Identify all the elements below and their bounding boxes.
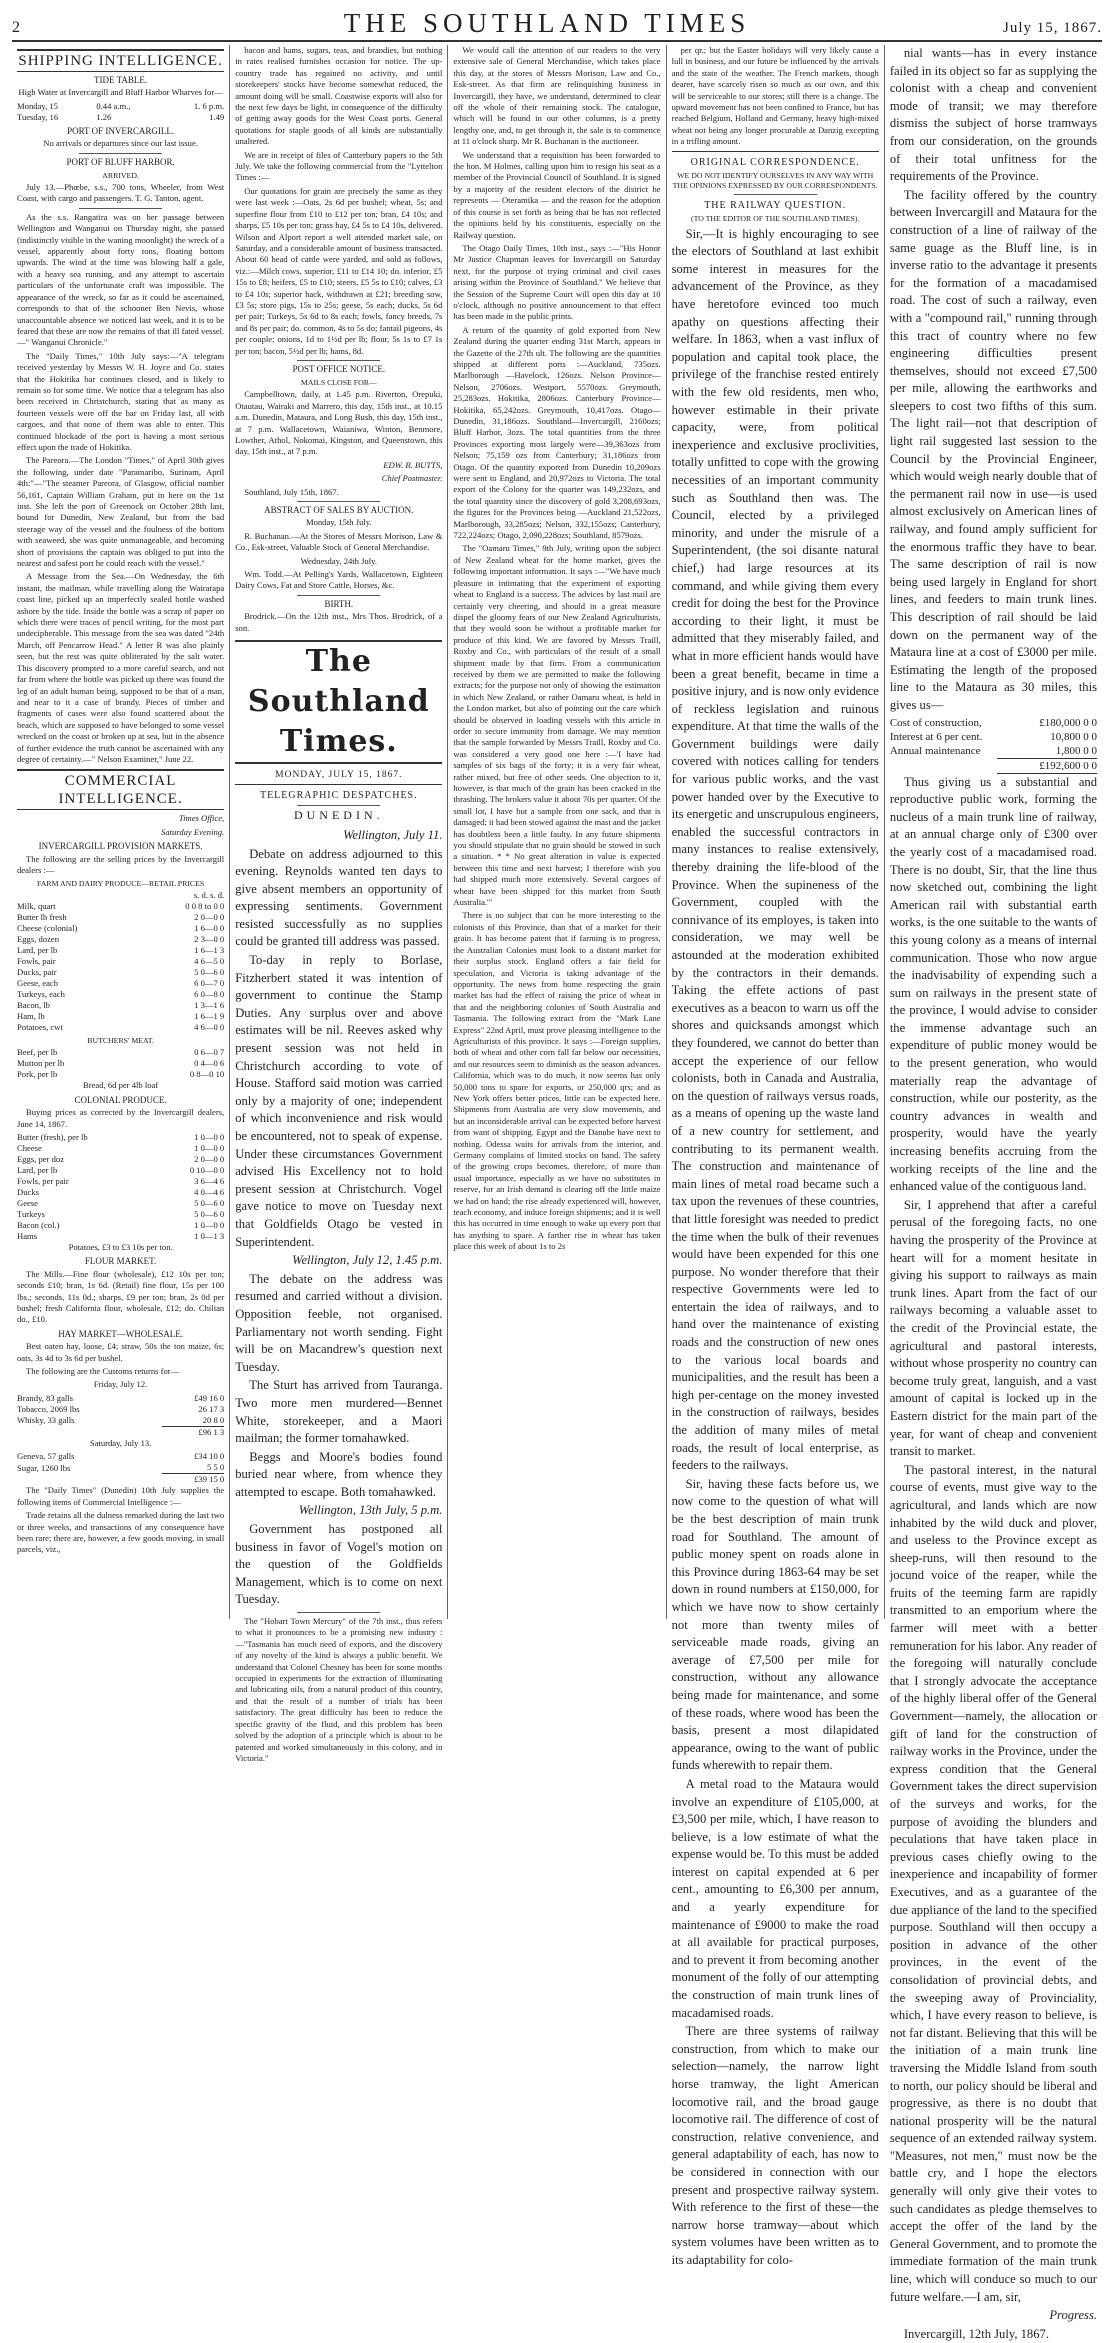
- telegraphic-heading: TELEGRAPHIC DESPATCHES.: [259, 789, 418, 801]
- price-value: 2 0—0 0: [194, 912, 225, 923]
- divider: [297, 1612, 380, 1613]
- price-value: 4 6—5 0: [194, 956, 225, 967]
- post-signature: EDW. B. BUTTS,: [383, 459, 443, 470]
- telegraph-dateline: Wellington, July 11.: [343, 827, 443, 842]
- table-row: [17, 1176, 224, 1187]
- customs-value: £34 10 0: [194, 1451, 225, 1462]
- news-paragraph: A return of the quantity of gold exported from New Zealand during the quarter ending 31st March, appears in the Gazette of the 27th ult. The following are the quantities shipped at different ports :—Auckland, 735ozs. Marlborough —Havelock, 126ozs. Nelson Province—Nelson, 2706ozs. Westport, 5570ozs. Greymouth, 25,283ozs. Hokitika, 2806ozs. Canterbury Province—Hokitika, 65,242ozs. Greymouth, 10,417ozs. Otago—Dunedin, 31,186ozs. Southland—Invercargill, 2160ozs; Bluff Harbor, 3ozs. The total quantities from the three Provinces exporting most largely were—39,363ozs from Nelson; 75,159 ozs from Canterbury; 31,186ozs from Otago. Of the quantity exported from Dunedin 10,209ozs were sent to England, and 20,972ozs to Victoria. The total export of the Colony for the quarter was 149,232ozs, and the total quantity since the discovery of gold 3,208,693ozs, the figures for the Provinces being —Auckland 21,522ozs, Marlborough, 33,285ozs; Nelson, 332,155ozs; Canterbury, 722,224ozs; Otago, 2,090,228ozs; Southland, 8579ozs.: [453, 324, 661, 541]
- price-value: 2 0—0 0: [194, 1154, 225, 1164]
- price-item: Potatoes, cwt: [17, 1022, 63, 1033]
- cost-value: 1,800 0 0: [1055, 744, 1098, 757]
- customs-value: £49 16 0: [194, 1392, 225, 1403]
- table-row: [17, 1069, 224, 1080]
- price-value: 6 0—7 0: [194, 978, 225, 989]
- customs-saturday-label: Saturday, July 13.: [89, 1437, 152, 1448]
- price-value: 5 0—6 0: [194, 1198, 225, 1208]
- trade-text: Trade retains all the dulness remarked during the last two or three weeks, and transactions of any consequence have been rare; there are, however, a few goods moving, in small parcels, viz.,: [17, 1510, 225, 1555]
- price-value: 4 6—0 0: [194, 1022, 225, 1033]
- customs-item: Brandy, 83 galls: [17, 1392, 74, 1403]
- cost-value: £180,000 0 0: [1039, 716, 1098, 729]
- hay-heading: HAY MARKET—WHOLESALE.: [58, 1328, 184, 1339]
- news-paragraph: The Pareora.—The London "Times," of April 30th gives the following, under date "Paramaribo, Surinam, April 4th:"—"The steamer Pareora, of Glasgow, official number 56,161, Captain William Graham, put in here on the 1st inst. She left the port of Greenock on October 28th last, bound for Dunedin, New Zealand, but from the bad steerage way of the vessel and the foulness of the bottom with seaweed, she was quite unmanageable, and becoming short of provisions the captain was obliged to put into the nearest and safest port he could reach with the vessel.": [17, 455, 225, 569]
- flour-heading: FLOUR MARKET.: [84, 1256, 157, 1267]
- column-5: [885, 45, 1102, 2341]
- nameplate: The Southland Times.: [235, 640, 442, 764]
- price-value: 0 10—0 0: [189, 1165, 225, 1175]
- tide-am: 0.44 a.m.,: [96, 100, 131, 111]
- price-value: 1 0—0 0: [194, 1143, 225, 1153]
- table-row: [17, 956, 224, 967]
- letter-paragraph: The facility offered by the country between Invercargill and Mataura for the construction of a line of railway of the same guage as the Bluff line, is in inverse ratio to the advantage it presents for the formation of a macadamised road. The cost of such a railway, even with a "compound rail," running through this tract of country where no few engineering difficulties present themselves, should not exceed £7,500 per mile, allowing the earthworks and sleepers to cost two fifths of this sum. The light rail—not that description of light rail suggested last session to the Council by the Provincial Engineer, which would weigh nearly double that of the permanent rail now in use—is used almost exclusively on American lines of railway, and found amply sufficient for the enormous traffic they have to bear. The same description of rail is now being used largely in England for short lines, and feeders to main trunk lines. This description of rail should be laid down on the permanent way of the Mataura line at a cost of £3000 per mile. Estimating the length of the proposed line to the Mataura as 30 miles, this gives us—: [889, 187, 1098, 712]
- times-office: Times Office,: [178, 813, 225, 824]
- tide-pm: 1.49: [209, 111, 225, 122]
- price-item: Bacon (col.): [17, 1220, 60, 1230]
- price-item: Beef, per lb: [17, 1047, 58, 1058]
- birth-text: Brodrick.—On the 12th inst., Mrs Thos. Brodrick, of a son.: [235, 611, 443, 633]
- price-value: 0 4—0 6: [194, 1058, 225, 1069]
- columns: [12, 45, 1102, 2341]
- customs-friday-table: [17, 1393, 224, 1438]
- price-value: 1 6—0 0: [194, 923, 225, 934]
- provision-heading: INVERCARGILL PROVISION MARKETS.: [38, 841, 203, 852]
- tide-table: [17, 101, 224, 123]
- price-item: Bacon, lb: [17, 1000, 50, 1011]
- news-paragraph: The "Daily Times," 10th July says:—"A telegram received yesterday by Messrs W. H. Joyce and Co. states that the Hokitika bar continues closed, and is likely to remain so for some time. We notice that a telegram has also been received in Christchurch, stating that as many as fourteen vessels were off the bar on Friday last, all with cargoes, and that none of them was able to enter. This continued blockade of the port is having a most serious effect upon the trade of Hokitika.: [17, 350, 225, 452]
- table-row: [890, 744, 1097, 759]
- table-row: [17, 912, 224, 923]
- customs-value: 20 8 0: [202, 1414, 225, 1425]
- price-item: Eggs, per doz: [17, 1154, 65, 1164]
- price-item: Eggs, dozen: [17, 934, 60, 945]
- table-row: [17, 1404, 224, 1415]
- divider: [297, 805, 380, 806]
- telegraph-dateline: Wellington, July 12, 1.45 p.m.: [292, 1253, 443, 1268]
- price-value: 1 0—0 0: [194, 1132, 225, 1142]
- customs-saturday-table: [17, 1451, 224, 1485]
- bread-line: Bread, 6d per 4lb loaf: [83, 1080, 159, 1091]
- price-item: Fowls, per pair: [17, 1176, 69, 1186]
- auction-heading: ABSTRACT OF SALES BY AUCTION.: [264, 505, 414, 516]
- divider: [672, 151, 879, 152]
- price-value: 0 0 8 to 0 0: [185, 901, 225, 912]
- table-row: [17, 1058, 224, 1069]
- auction-text: Wm. Todd.—At Pelling's Yards, Wallacetown, Eighteen Dairy Cows, Fat and Store Cattle, Horses, &c.: [235, 569, 443, 591]
- newspaper-title: THE SOUTHLAND TIMES: [343, 8, 751, 38]
- colonial-intro: Buying prices as corrected by the Invercargill dealers, June 14, 1867.: [17, 1107, 225, 1129]
- price-item: Butter (fresh), per lb: [17, 1132, 88, 1142]
- correspondence-disclaimer: WE DO NOT IDENTIFY OURSELVES IN ANY WAY WITH THE OPINIONS EXPRESSED BY OUR CORRESPONDENTS.: [672, 170, 878, 190]
- butchers-price-table: [17, 1047, 224, 1080]
- price-item: Ham, lb: [17, 1011, 45, 1022]
- letter-paragraph: A metal road to the Mataura would involve an expenditure of £105,000, at £3,500 per mile, which, I have reason to believe, is a low estimate of what the expense would be. To this must be added interest on capital expended at 6 per cent., amounting to £6,300 per annum, and a yearly expenditure for maintenance of £9000 to make the road at all available for practical purposes, and to prevent it from becoming another monument of the folly of our attempting the construction of main trunk lines of macadamised roads.: [671, 1776, 879, 2020]
- commercial-heading: COMMERCIAL INTELLIGENCE.: [17, 769, 224, 810]
- news-paragraph: As the s.s. Rangatira was on her passage between Wellington and Wanganui on Thursday night, she passed (indistinctly visible in the waning moonlight) the wreck of a vessel, apparently about forty tons, floating bottom upwards. The wind at the time was blowing half a gale, with a heavy sea running, and any attempt to ascertain particulars of the unfortunate craft was impossible. The appearance of the wreck, so far as it could be ascertained, corresponds to that of the schooner Ben Nevis, whose unaccountable absence we noticed last week, and it is to be feared that these are now the remains of that ill fated vessel.—" Wanganui Chronicle.": [17, 211, 225, 348]
- table-row: [17, 945, 224, 956]
- cost-item: Cost of construction,: [889, 716, 982, 729]
- customs-item: Whisky, 33 galls: [17, 1415, 75, 1426]
- potatoes-line: Potatoes, £3 to £3 10s per ton.: [68, 1242, 173, 1252]
- table-row: [17, 978, 224, 989]
- price-value: 5 0—6 0: [194, 967, 225, 978]
- telegraph-paragraph: To-day in reply to Borlase, Fitzherbert stated it was intention of government to continue the Stamp Duties. Any surplus over and above estimates will be nil. Reeves asked why present session was not held in Christchurch according to vote of House. Stafford said motion was carried only by a majority of one; independent of which inconvenience and risk would be encountered, not to speak of expense. Under these circumstances Government advised His Excellency not to hold present session at Christchurch. Vogel gave notice to move on Tuesday next that Goldfields Otago be vested in Superintendent.: [235, 953, 443, 1249]
- letter-paragraph: Sir,—It is highly encouraging to see the electors of Southland at last exhibit some interest in measures for the advancement of the Province, as they have heretofore evinced too much apathy on questions affecting their welfare. In 1863, when a vast influx of population and capital took place, the privilege of the franchise rested entirely with the few old residents, men who, however estimable in their private capacity, were, from political inexperience and exclusive proclivities, totally unfitted to cope with the growing necessities of an important community such as Southland then was. The Council, elected by a privileged minority, and under the misrule of a Superintendent, (the soi disante natural chief,) had large resources at its command, and while giving them every credit for doing the best for the Province according to their light, it must be admitted that they miserably failed, and what in more efficient hands would have been a great benefit, became in time a positive injury, and is now only evidence of reckless legislation and ruinous expenditure. At that time the walls of the Government buildings were daily covered with notices calling for tenders for various public works, and the vast power handed over by the Executive to its energetic and unscrupulous engineers, enabled the successful contractors in many instances to realise extensively, thereby draining the life-blood of the Province. When the supineness of the Government, coupled with the connivance of its employes, is taken into consideration, we may well be astounded at the moderation exhibited by the contractors in their demands. Taking the effete actions of past executives as a beacon to warn us off the shores and quicksands amongst which they foundered, we cannot do better than accept the experience of our fellow colonists, both in Canada and Australia, on the question of railways versus roads, as a means of opening up the waste land of a new country for settlement, and contributing to its permanent wealth. The construction and maintenance of main lines of metal road became such a tax upon the revenues of these countries, that little foresight was needed to predict the time when the bulk of their revenues would have been expended for this one purpose. No wonder therefore that their respective Governments were led to entertain the idea of railways, and to hand over the maintenance of existing roads and the construction of new ones to the various local boards and municipalities, and the result has been a high per-centage on the money invested in the construction of railways, besides the addition of many miles of metal roads, the result of local enterprise, as feeders to the railways.: [671, 226, 879, 1473]
- letter-paragraph: There are three systems of railway construction, from which to make our selection—namely, the narrow light horse tramway, the light American locomotive rail, and the broad gauge locomotive rail. The difference of cost of construction, relative convenience, and general adaptability of each, has now to be considered in connection with our present and prospective railway system. With reference to the first of these—the narrow horse tramway—about which system volumes have been written as to its adaptability for colo-: [671, 2024, 879, 2267]
- letter-paragraph: The pastoral interest, in the natural course of events, must give way to the agricultural, and lands which are now inhabited by the wild duck and plover, and useless to the Province except as sheep-runs, will then resound to the jocund voice of the reaper, while the fruits of the teeming farm are rapidly transmitted to an emporium where the farmer will meet with a better remuneration for his labor. Any reader of the foregoing will naturally conclude that I strongly advocate the acceptance of the highly liberal offer of the General Government—namely, the allocation or gift of land for the construction of railway works in the Province, under the express condition that the General Government takes the direct supervision of the surveys and works, for the purpose of avoiding the blunders and peculations that have taken place in previous cases chiefly owing to the inexperience and incapability of former Executives, and as a guarantee of the due appliance of the land to the specified purpose. Southland will then occupy a position in advance of the other provinces, in the event of the consolidation of provincial debts, and the sweeping away of Provinciality, which, I have every reason to believe, is not far distant. Believing that this will be the initiation of a main trunk line traversing the Middle Island from south to north, our policy should be liberal and progressive, as there is no doubt that national prosperity will be the natural sequence of an extended railway system. "Measures, not men," must now be the battle cry, and I hope the electors generally will only give their votes to such candidates as pledge themselves to accept the offer of the land by the General Government, and to promote the immediate formation of the main trunk line, which will conduce so much to our future welfare.—I am, sir,: [889, 1462, 1098, 2304]
- table-row: [17, 1143, 224, 1154]
- post-role: Chief Postmaster.: [381, 473, 443, 484]
- customs-friday-label: Friday, July 12.: [93, 1379, 148, 1390]
- table-row: [890, 730, 1097, 744]
- price-item: Hams: [17, 1231, 38, 1241]
- cost-table: [890, 716, 1097, 774]
- table-row: [17, 1209, 224, 1220]
- table-row: [17, 967, 224, 978]
- auction-day: Monday, 15th July.: [305, 517, 372, 528]
- column-4: [667, 45, 885, 2267]
- table-row: [17, 1132, 224, 1143]
- news-paragraph: The "Oamaru Times," 9th July, writing upon the subject of New Zealand wheat for the home market, gives the following important information. It says :—"We have much pleasure in intimating that the experiment of exporting wheat to England is a success. The advices by last mail are certainly very cheering, and should in a great measure dispel the gloomy fears of our New Zealand Agriculturists, that they would soon be without a profitable market for produce of this kind. We are favored by Messrs Traill, Roxby and Co., with particulars of the result of a small shipment made by that firm. From a communication received by them we are permitted to make the following extracts; for the purpose not only of showing the estimation in which New Zealand, or rather Oamaru wheat, is held in the London market, but also of pointing out the care which should be observed in loading vessels with this article in order to secure immunity from damage. We may mention that the sample forwarded by Messrs Traill, Roxby and Co. was considered a very good one here :—'I have had samples of six bags of the forty; it is a very fair wheat, rather mixed, but free of other seeds. One objection to it, however, is that much of the grain has been cracked in the thrashing. The brokers value it about 70s per quarter. Of the small lot, I have but a sample from one sack, and that is damaged; it had been stowed against the mast and the jacket has doubtless been a little faulty. In any future shipments you should stipulate that no grain should be stowed in such a situation. * * No great alteration in value is expected between this time and next harvest; I therefore wish you had shipped much more extensively. Several cargoes of wheat have been shipped for this market from South Australia.'": [453, 543, 661, 908]
- telegraph-paragraph: Debate on address adjourned to this evening. Reynolds wanted ten days to give absent members an opportunity of expressing sentiments. Government resisted successfully as no supplies could be granted till address was passed.: [235, 846, 443, 949]
- table-row: [17, 1154, 224, 1165]
- price-item: Pork, per lb: [17, 1069, 58, 1080]
- divider: [297, 360, 380, 361]
- customs-total: £39 15 0: [162, 1474, 224, 1486]
- port-bluff-heading: PORT OF BLUFF HARBOR.: [66, 156, 175, 167]
- price-item: Cheese: [17, 1143, 42, 1153]
- colonial-heading: COLONIAL PRODUCE.: [74, 1094, 167, 1105]
- price-value: 1 3—1 6: [194, 1000, 225, 1011]
- price-value: 3 6—4 6: [194, 1176, 225, 1186]
- dateline: MONDAY, JULY 15, 1867.: [235, 770, 442, 784]
- price-item: Milk, quart: [17, 901, 56, 912]
- cost-value: 10,800 0 0: [1050, 730, 1098, 743]
- tide-am: 1.26: [96, 111, 112, 122]
- provision-intro: The following are the selling prices by the Invercargill dealers :—: [17, 853, 225, 875]
- arrived-text: July 13.—Phœbe, s.s., 700 tons, Wheeler, from West Coast, with cargo and passengers. T. G. Tanton, agent.: [17, 182, 225, 204]
- price-value: 5 0—6 0: [194, 1209, 225, 1219]
- table-row: [17, 1047, 224, 1058]
- price-value: 2 3—0 0: [194, 934, 225, 945]
- news-paragraph: per qr.; but the Easter holidays will very likely cause a lull in business, and our future be influenced by the arrivals and the state of the weather. The French markets, though dearer, have scarcely risen so much as our own, and this will be serviceable to our stores; still there is a change. The upward movement has not been confined to France, but has reached Belgium, Holland and Germany, heavy high-mixed wheat not being any longer procurable at Danzig excepting in a trifling amount.: [671, 45, 879, 147]
- customs-item: Geneva, 57 galls: [17, 1451, 75, 1462]
- divider: [79, 153, 162, 154]
- price-item: Geese, each: [17, 978, 59, 989]
- letter-signature: Progress.: [1049, 2308, 1098, 2323]
- telegraph-dateline: Wellington, 13th July, 5 p.m.: [298, 1503, 443, 1518]
- cost-total: £192,600 0 0: [997, 758, 1097, 773]
- tide-heading: TIDE TABLE.: [94, 75, 148, 85]
- table-row: [17, 112, 224, 123]
- news-paragraph: We would call the attention of our readers to the very extensive sale of General Merchandise, which takes place this day, at the stores of Messrs Morison, Law and Co., Esk-street. As that firm are relinquishing business in Invercargill, they have, we understand, determined to clear off the whole of their remaining stock. The catalogue, which will be found in our other columns, is a pretty lengthy one, and, to get through it, the sale is to commence at 11 o'clock sharp. Mr R. Buchanan is the auctioneer.: [453, 45, 661, 147]
- times-office-date: Saturday Evening.: [161, 826, 225, 837]
- table-row: [17, 923, 224, 934]
- customs-intro: The following are the Customs returns for—: [26, 1366, 180, 1377]
- auction-text: R. Buchanan.—At the Stores of Messrs Morison, Law & Co., Esk-street, Valuable Stock of General Merchandise.: [235, 530, 443, 553]
- table-row: [17, 1451, 224, 1462]
- mails-label: MAILS CLOSE FOR—: [300, 378, 377, 388]
- cost-item: Annual maintenance: [889, 744, 981, 757]
- letter-place: Invercargill, 12th July, 1867.: [903, 2326, 1049, 2341]
- table-header: [17, 890, 224, 901]
- letter-paragraph: Sir, I apprehend that after a careful perusal of the foregoing facts, no one having the prosperity of the Province at heart will for a moment hesitate in giving his support to railways as main trunk lines. Apart from the fact of our railways becoming a valuable asset to the credit of the Provincial estate, the agricultural and pastoral interests, without whose prosperity no country can become truly great, languish, and a vast amount of capital is locked up in the Eastern district for the main part of the year, for want of cheap and convenient transit to market.: [889, 1197, 1098, 1459]
- colonial-price-table: [17, 1132, 224, 1242]
- news-paragraph: The Otago Daily Times, 10th inst., says :—"His Honor Mr Justice Chapman leaves for Invercargill on Saturday next, for the purpose of trying criminal and civil cases arising within the Province of Southland." We believe that the Session of the Supreme Court will open this day at 10 o'clock, although no positive announcement to that effect has been made in the public prints.: [453, 242, 661, 322]
- table-row: [17, 1022, 224, 1033]
- news-paragraph: The "Hobart Town Mercury" of the 7th inst., thus refers to what it pronounces to be a promising new industry :—"Tasmania has much need of exports, and the discovery of any novelty of the kind is always a public benefit. We understand that Colonel Chesney has been for some months occupied in experiments for the extraction of illuminating and lubricating oils, from a natural product of this country, and that the result of a number of trials has been satisfactory. The great difficulty has been to reduce the specific gravity of the fluid, and this problem has been solved by the adoption of a principle which is about to be patented and worked simultaneously in this colony, and in Victoria.": [235, 1616, 443, 1763]
- issue-date: July 15, 1867.: [1002, 20, 1102, 36]
- column-1: [12, 45, 230, 1619]
- telegraph-paragraph: The Sturt has arrived from Tauranga. Two more men murdered—Bennet White, storekeeper, and a Maori mailman; the former tomahawked.: [235, 1378, 443, 1446]
- post-place: Southland, July 15th, 1867.: [244, 486, 339, 497]
- farm-heading: FARM AND DAIRY PRODUCE—RETAIL PRICES: [37, 879, 205, 889]
- table-row: [17, 1415, 224, 1427]
- price-value: 1 0—1 3: [194, 1231, 225, 1241]
- cost-item: Interest at 6 per cent.: [889, 730, 983, 743]
- table-row: [17, 1474, 224, 1486]
- price-value: 1 6—1 9: [194, 1011, 225, 1022]
- correspondence-heading: ORIGINAL CORRESPONDENCE.: [690, 156, 860, 168]
- price-value: 0 8—0 10: [189, 1069, 225, 1080]
- tide-day: Monday, 15: [17, 100, 58, 111]
- customs-value: 5 5 0: [207, 1462, 225, 1473]
- farm-price-table: [17, 890, 224, 1033]
- divider: [297, 595, 380, 596]
- table-row: [890, 758, 1097, 773]
- price-value: 1 0—0 0: [194, 1220, 225, 1230]
- news-paragraph: bacon and hams, sugars, teas, and brandies, but nothing in rates realised furnishes occasion for notice. The up-country trade has regained no activity, and until storekeepers' stocks have become somewhat reduced, the amount doing will be small. Coastwise exports will also for the next few days be light, in consequence of the difficulty of getting away goods for the West Coast ports. General quotations for staple goods of all kinds are substantially unaltered.: [235, 45, 443, 147]
- customs-value: 26 17 3: [198, 1403, 225, 1414]
- divider: [297, 501, 380, 502]
- auction-day: Wednesday, 24th July.: [300, 555, 378, 566]
- telegraph-paragraph: Government has postponed all business in favor of Vogel's motion on the question of the Goldfields Management, which is to come on next Tuesday.: [235, 1522, 443, 1607]
- post-office-heading: POST OFFICE NOTICE.: [292, 363, 386, 374]
- dunedin-heading: DUNEDIN.: [293, 807, 384, 822]
- price-item: Ducks: [17, 1187, 39, 1197]
- tide-pm: 1. 6 p.m.: [193, 100, 225, 111]
- tide-day: Tuesday, 16: [17, 111, 59, 122]
- news-paragraph: A Message from the Sea.—On Wednesday, the 6th instant, the mailman, while travelling along the Wairarapa coast line, picked up an imperfectly sealed bottle washed ashore by the tide. Inside the bottle was a scrap of paper on which there were traces of pencil writing, for the most part undecipherable. This message from the sea was dated "24th March, off Pencarrow Head." A letter R was also plainly seen, but the rest was quite obliterated by the salt water. This discovery prompted to a more careful search, and not far from where the bottle was picked up there was found the leg of an adult human being, supposed to be that of a man, and near to it a case of brandy. Pieces of timber and fragments of cases were also found scattered about the beach, which are supposed to have belonged to some vessel wrecked on the coast or broken up at sea, but in the absence of further evidence the truth cannot be ascertained with any degree of certainty.—" Nelson Examiner," June 22.: [17, 571, 225, 764]
- page-number: 2: [12, 19, 20, 36]
- divider: [79, 208, 162, 209]
- butchers-heading: BUTCHERS' MEAT.: [87, 1036, 154, 1046]
- railway-subheading: (TO THE EDITOR OF THE SOUTHLAND TIMES).: [690, 213, 860, 223]
- price-value: 4 0—4 6: [194, 1187, 225, 1197]
- arrived-label: ARRIVED.: [102, 171, 139, 181]
- sd-header: s. d. s. d.: [193, 890, 225, 901]
- table-row: [17, 1165, 224, 1176]
- price-value: 6 0—8 0: [194, 989, 225, 1000]
- price-value: 1 6—1 3: [194, 945, 225, 956]
- birth-heading: BIRTH.: [324, 598, 354, 609]
- price-item: Fowls, pair: [17, 956, 56, 967]
- price-item: Butter lb fresh: [17, 912, 67, 923]
- price-item: Ducks, pair: [17, 967, 57, 978]
- table-row: [17, 1000, 224, 1011]
- price-item: Lard, per lb: [17, 945, 58, 956]
- news-paragraph: Our quotations for grain are precisely the same as they were last week :—Oats, 2s 6d per bushel; wheat, 5s; and superfine flour from £10 to £12 per ton; bran, £4 10s; and sharps, £5 10s per ton; grass hay, £4 5s to £4 10s, delivered. Wilson and Alport report a well attended market sale, on Saturday, and a considerable amount of business transacted. About 60 head of cattle were yarded, and sold as follows, viz.:—Milch cows, superior, £11 to £14 10; do. inferior, £5 15s to £8; heifers, £5 to £10; steers, £5 5s to £10; calves, £3 to £4 10s; superior hack, withdrawn at £21; breeding sow, £3 5s; store pigs, 15s to 25s; geese, 5s each; ducks, 5s 6d per pair; Turkeys, 5s 6d to 8s each; fowls, fancy breeds, 7s and 8s per pair; do. common, 4s to 5s do; fantail pigeons, 4s per couple; onions, 1d to 1½d per lb; flour, 5s 1s to £7 1s per ton; bacon, 5½d per lb; hams, 8d.: [235, 185, 443, 356]
- telegraph-paragraph: The debate on the address was resumed and carried without a division. Opposition feeble, not organised. Parliamentary not worth sending. Fight will be on Macandrew's question next Tuesday.: [235, 1271, 443, 1374]
- column-2: [230, 45, 448, 1763]
- table-row: [17, 101, 224, 112]
- table-row: [17, 1011, 224, 1022]
- daily-times-text: The "Daily Times" (Dunedin) 10th July supplies the following items of Commercial Intelligence :—: [17, 1485, 225, 1507]
- railway-heading: THE RAILWAY QUESTION.: [704, 199, 847, 211]
- port-invercargill-heading: PORT OF INVERCARGILL.: [67, 125, 175, 136]
- customs-item: Tobacco, 2069 lbs: [17, 1403, 80, 1414]
- price-item: Turkeys, each: [17, 989, 65, 1000]
- flour-text: The Mills.—Fine flour (wholesale), £12 10s per ton; seconds £10; bran, 1s 6d. (Retail) fine flour, 15s per 100 lbs.; seconds, 11s 0d.; sharps, £9 per ton; bran, 2s 0d per bushel; fresh California flour, wholesale, £12; do. Chilian do., £10.: [17, 1268, 225, 1325]
- letter-paragraph: nial wants—has in every instance failed in its object so far as supplying the colonist with a cheap and convenient mode of transit; we may therefore dismiss the subject of horse tramways from our consideration, on the grounds of their total unfitness for the requirements of the Province.: [889, 46, 1098, 184]
- letter-paragraph: Sir, having these facts before us, we now come to the question of what will be the best description of main trunk road for Southland. The amount of public money spent on roads alone in this Province during 1863-64 may be set down in round numbers at £150,000, for which we have now to show certainly not more than twenty miles of serviceable made roads, giving an average of £7,500 per mile for construction, without any allowance being made for maintenance, and some of these roads, where wood has been the basis, present a most dilapidated appearance, owing to the want of public funds wherewith to repair them.: [671, 1476, 879, 1773]
- table-row: [17, 1426, 224, 1438]
- table-row: [17, 1198, 224, 1209]
- divider: [734, 194, 817, 195]
- price-item: Geese: [17, 1198, 38, 1208]
- post-office-text: Campbelltown, daily, at 1.45 p.m. Riverton, Orepuki, Otautau, Wairaki and Marrero, this day, 15th inst., at 10.15 a.m. Dunedin, Mataura, and Long Bush, this day, 15th inst., at 7 p.m. Wallacetown, Waianiwa, Winton, Benmore, Lowther, Athol, Nokomai, Kingston, and Queenstown, this day, 15th inst., at 7 p.m.: [235, 389, 443, 457]
- table-row: [17, 934, 224, 945]
- customs-item: Sugar, 1260 lbs: [17, 1462, 71, 1473]
- letter-body: [672, 226, 879, 2270]
- shipping-heading: SHIPPING INTELLIGENCE.: [17, 49, 224, 72]
- price-value: 0 6—0 7: [194, 1047, 225, 1058]
- column-3: [448, 45, 666, 1619]
- port-invercargill-text: No arrivals or departures since our last issue.: [43, 138, 198, 149]
- table-row: [890, 716, 1097, 730]
- table-row: [17, 1393, 224, 1404]
- telegraph-paragraph: Beggs and Moore's bodies found buried near where, from whence they attempted to escape. Both tomahawked.: [235, 1449, 443, 1499]
- table-row: [17, 1231, 224, 1242]
- table-row: [17, 1220, 224, 1231]
- news-paragraph: We understand that a requisition has been forwarded to the hon. M Holmes, calling upon him to resign his seat as a member of the Provincial Council of Southland. It is signed by a majority of the resident electors of the district he represents — Oteramika — and the reason for the adoption of this course is set forth as being that he has not reflected the opinions held by his constituents, especially on the Railway question.: [453, 149, 661, 240]
- table-row: [17, 1187, 224, 1198]
- hay-text: Best oaten hay, loose, £4; straw, 50s the ton maize, 6s; oats, 3s 4d to 3s 6d per bushel.: [17, 1341, 225, 1363]
- price-item: Lard, per lb: [17, 1165, 58, 1175]
- table-row: [17, 901, 224, 912]
- masthead: [12, 8, 1102, 42]
- letter-paragraph: Thus giving us a substantial and reproductive public work, forming the nucleus of a main trunk line of railway, at an annual charge only of £300 over the yearly cost of a macadamised road. There is no doubt, Sir, that the line thus now sketched out, combining the light American rail with substantial earth works, is the one suitable to the wants of this young colony as a means of internal communication. Those who now argue the inadvisability of expending such a sum on railways in the present state of the province, I would advise to consider the immense advantage such an expenditure of public money would be to the present generation, who would materially reap the advantage of construction, while our posterity, as the country advances in wealth and prosperity, would have the yearly increasing benefits accruing from the working receipts of the line and the enhanced value of the contiguous land.: [889, 774, 1098, 1194]
- news-paragraph: There is no subject that can be more interesting to the colonists of this Province, than that of a market for their grain. It has become patent that if farming is to progress, the Australian Colonies must look to a distant market for their surplus stock. England offers a fair field for speculation, and Victoria is taking advantage of the opportunity. The news from home respecting the grain market has had the effect of raising the price of wheat in that and the neighboring colonies of South Australia and Tasmania. The following extract from the "Mark Lane Express" 22nd April, must prove pleasing intelligence to the Agriculturists of this province. It says :—Foreign supplies, both of wheat and other corn fall far below our necessities, and our resources seem to diminish as the season advances. California, which was to do much, it now seems has only 50,000 tons to spare for exports, or 250,000 qrs; and as New York offers better prices, little can be expected here. Shipments from Australia are very slow movements, and but an inconsiderable arrival can be expected before harvest from want of shipping. Egypt and the Danube have next to nothing. Odessa waits for arrivals from the interior, and Germany complains of limited stocks on hand. The safety of the growing crops becomes, therefore, of more than usual importance, especially as we have no substitutes in reserve, for an Irish demand is clearing off the little maize we had on hand; the rise already experienced will, however, teach economy, and induce foreign shipments; and it is well this has occurred in time enough to wake up every port that has anything to spare. A farther rise in wheat has taken place this week of about 1s to 2s: [453, 910, 661, 1252]
- price-item: Mutton per lb: [17, 1058, 65, 1069]
- customs-total: £96 1 3: [162, 1426, 224, 1438]
- tide-intro: High Water at Invercargill and Bluff Harbor Wharves for—: [18, 87, 223, 98]
- price-item: Cheese (colonial): [17, 923, 78, 934]
- telegraph-body: [235, 827, 442, 1609]
- table-row: [17, 1462, 224, 1474]
- news-paragraph: We are in receipt of files of Canterbury papers to the 5th July. We take the following commercial from the "Lyttelton Times :—: [235, 149, 443, 183]
- table-row: [17, 989, 224, 1000]
- price-item: Turkeys: [17, 1209, 45, 1219]
